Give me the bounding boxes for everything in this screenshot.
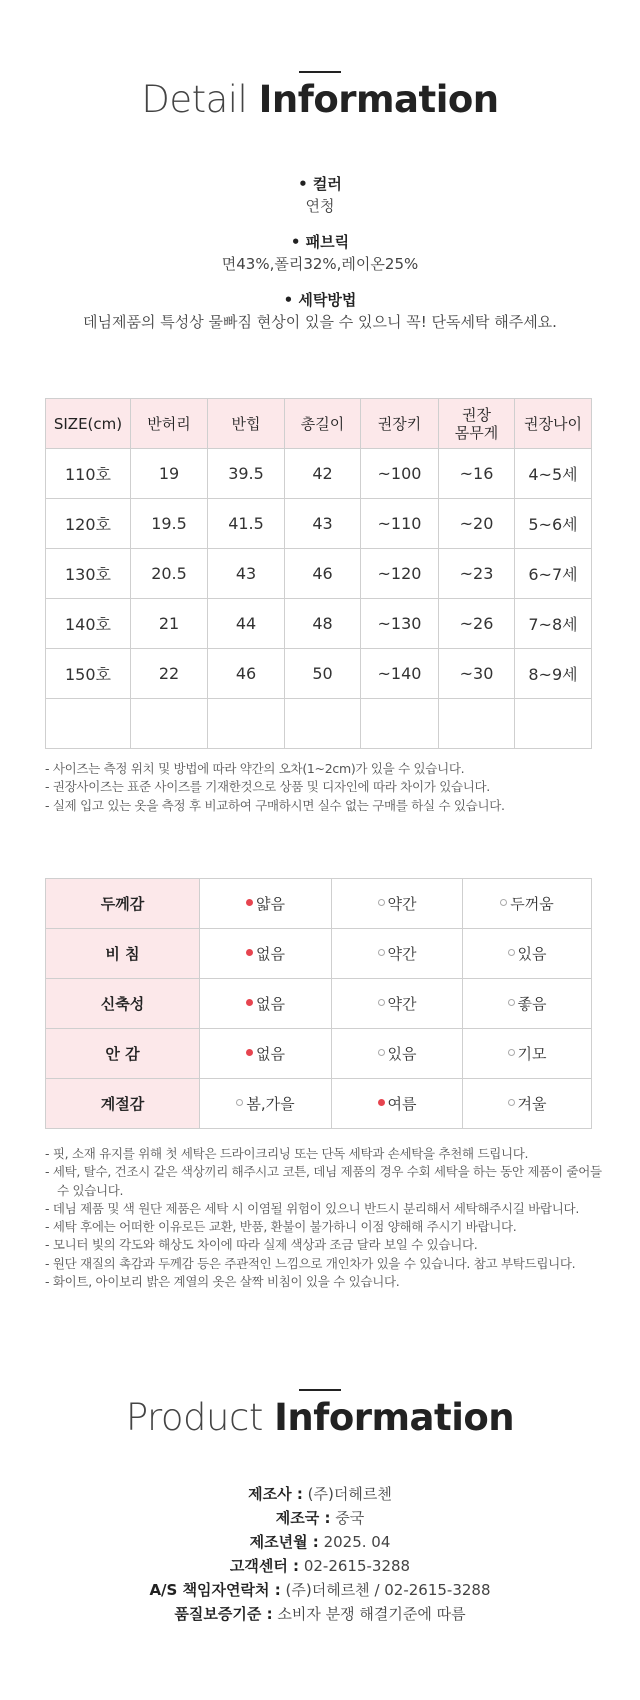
selected-dot-icon — [246, 949, 253, 956]
size-cell: 43 — [285, 499, 361, 549]
feel-row — [46, 1079, 592, 1129]
size-cell: ~130 — [361, 599, 439, 649]
product-value: 중국 — [335, 1509, 365, 1527]
size-cell: ~20 — [439, 499, 515, 549]
feel-option — [200, 979, 332, 1029]
size-cell: 46 — [208, 649, 285, 699]
care-note: - 데님 제품 및 색 원단 제품은 세탁 시 이염될 위험이 있으니 반드시 분리해서 세탁해주시길 바랍니다. — [45, 1200, 579, 1216]
size-cell: 43 — [208, 549, 285, 599]
header-cell: SIZE(cm) — [46, 399, 131, 449]
size-table — [45, 398, 592, 749]
care-note: - 화이트, 아이보리 밝은 계열의 옷은 살짝 비침이 있을 수 있습니다. — [45, 1274, 400, 1290]
unselected-dot-icon — [508, 1049, 515, 1056]
product-customer-center — [0, 1554, 640, 1578]
feel-option-label: 약간 — [387, 945, 417, 963]
header-cell: 총길이 — [285, 399, 361, 449]
size-cell — [131, 699, 208, 749]
size-table-header — [46, 399, 592, 449]
product-value: 02-2615-3288 — [303, 1557, 411, 1575]
feel-row — [46, 979, 592, 1029]
selected-dot-icon — [378, 1099, 385, 1106]
feel-option — [332, 1029, 463, 1079]
fabric-value: 면43%,폴리32%,레이온25% — [221, 255, 419, 273]
product-heading — [0, 1396, 640, 1439]
feel-option — [200, 879, 332, 929]
care-note: - 세탁, 탈수, 건조시 같은 색상끼리 해주시고 코튼, 데님 제품의 경우 수회 세탁을 하는 동안 제품이 줄어들 수 있습니다. — [45, 1164, 602, 1198]
size-cell: 19 — [131, 449, 208, 499]
size-cell: 39.5 — [208, 449, 285, 499]
selected-dot-icon — [246, 1049, 253, 1056]
detail-heading-bar — [299, 71, 341, 73]
size-notes — [45, 760, 605, 815]
unselected-dot-icon — [508, 949, 515, 956]
size-cell — [285, 699, 361, 749]
unselected-dot-icon — [378, 999, 385, 1006]
feel-label: 두께감 — [46, 879, 200, 929]
feel-option-label: 없음 — [256, 945, 285, 963]
product-info — [0, 1482, 640, 1626]
size-note: - 실제 입고 있는 옷을 측정 후 비교하여 구매하시면 실수 없는 구매를 하실 수 있습니다. — [45, 797, 505, 813]
feel-option — [332, 1079, 463, 1129]
feel-option — [463, 879, 592, 929]
size-cell: 150호 — [46, 649, 131, 699]
header-cell: 권장키 — [361, 399, 439, 449]
feel-option-label: 두꺼움 — [510, 895, 554, 913]
feel-option — [332, 979, 463, 1029]
header-cell: 반허리 — [131, 399, 208, 449]
unselected-dot-icon — [378, 1049, 385, 1056]
product-manufacturer — [0, 1482, 640, 1506]
product-heading-bar — [299, 1389, 341, 1391]
product-value: 2025. 04 — [323, 1533, 391, 1551]
size-cell: 20.5 — [131, 549, 208, 599]
feel-option-label: 없음 — [256, 995, 285, 1013]
feel-row — [46, 879, 592, 929]
product-label: 고객센터 : — [229, 1557, 300, 1575]
feel-option — [463, 1029, 592, 1079]
size-cell: ~110 — [361, 499, 439, 549]
size-cell: 6~7세 — [515, 549, 592, 599]
unselected-dot-icon — [236, 1099, 243, 1106]
feel-row — [46, 929, 592, 979]
detail-fabric — [0, 231, 640, 275]
product-label: 제조국 : — [275, 1509, 331, 1527]
size-note: - 사이즈는 측정 위치 및 방법에 따라 약간의 오차(1~2cm)가 있을 수 있습니다. — [45, 761, 465, 776]
size-row — [46, 499, 592, 549]
product-label: 제조년월 : — [249, 1533, 319, 1551]
detail-wash — [0, 289, 640, 333]
feel-option-label: 좋음 — [517, 995, 547, 1013]
feel-option-label: 여름 — [387, 1095, 417, 1113]
size-cell: 110호 — [46, 449, 131, 499]
size-cell: 41.5 — [208, 499, 285, 549]
product-as-contact — [0, 1578, 640, 1602]
size-cell — [208, 699, 285, 749]
feel-label: 비 침 — [46, 929, 200, 979]
size-cell: 22 — [131, 649, 208, 699]
size-cell: 8~9세 — [515, 649, 592, 699]
selected-dot-icon — [246, 999, 253, 1006]
feel-option — [332, 929, 463, 979]
feel-option-label: 기모 — [517, 1045, 547, 1063]
product-date — [0, 1530, 640, 1554]
size-cell: ~120 — [361, 549, 439, 599]
size-cell: ~140 — [361, 649, 439, 699]
size-row — [46, 699, 592, 749]
feel-option-label: 얇음 — [256, 895, 285, 913]
fabric-title: • 패브릭 — [290, 233, 350, 251]
care-note: - 핏, 소재 유지를 위해 첫 세탁은 드라이크리닝 또는 단독 세탁과 손세탁을 추천해 드립니다. — [45, 1146, 529, 1161]
care-notes — [45, 1145, 605, 1291]
size-note: - 권장사이즈는 표준 사이즈를 기재한것으로 상품 및 디자인에 따라 차이가 있습니다. — [45, 779, 490, 795]
feel-option — [463, 929, 592, 979]
feel-option-label: 없음 — [256, 1045, 285, 1063]
size-cell: 7~8세 — [515, 599, 592, 649]
size-cell: ~100 — [361, 449, 439, 499]
size-cell: ~16 — [439, 449, 515, 499]
size-cell: 4~5세 — [515, 449, 592, 499]
size-cell: 42 — [285, 449, 361, 499]
header-cell: 권장나이 — [515, 399, 592, 449]
feel-option-label: 있음 — [387, 1045, 417, 1063]
product-label: 제조사 : — [248, 1485, 303, 1503]
size-cell: 50 — [285, 649, 361, 699]
size-cell — [439, 699, 515, 749]
product-country — [0, 1506, 640, 1530]
unselected-dot-icon — [508, 1099, 515, 1106]
feel-option-label: 겨울 — [517, 1095, 547, 1113]
size-cell — [361, 699, 439, 749]
detail-heading-bold: Information — [258, 78, 499, 121]
size-cell — [515, 699, 592, 749]
feel-option-label: 약간 — [387, 895, 417, 913]
product-label: A/S 책임자연락처 : — [149, 1581, 281, 1599]
selected-dot-icon — [246, 899, 253, 906]
size-cell: 46 — [285, 549, 361, 599]
feel-option — [200, 929, 332, 979]
product-value: (주)더헤르첸 / 02-2615-3288 — [285, 1581, 491, 1599]
size-cell: ~30 — [439, 649, 515, 699]
feel-option-label: 봄,가을 — [246, 1095, 295, 1113]
feel-option — [463, 979, 592, 1029]
header-cell: 권장 몸무게 — [439, 399, 515, 449]
product-value: 소비자 분쟁 해결기준에 따름 — [277, 1605, 466, 1623]
color-value: 연청 — [305, 197, 335, 215]
feel-label: 신축성 — [46, 979, 200, 1029]
size-cell: 120호 — [46, 499, 131, 549]
size-cell: 140호 — [46, 599, 131, 649]
feel-row — [46, 1029, 592, 1079]
unselected-dot-icon — [508, 999, 515, 1006]
unselected-dot-icon — [500, 899, 507, 906]
wash-value: 데님제품의 특성상 물빠짐 현상이 있을 수 있으니 꼭! 단독세탁 해주세요. — [83, 313, 557, 331]
feel-label: 계절감 — [46, 1079, 200, 1129]
size-cell: 44 — [208, 599, 285, 649]
feel-option — [332, 879, 463, 929]
size-cell — [46, 699, 131, 749]
feel-table — [45, 878, 592, 1129]
detail-color — [0, 173, 640, 217]
detail-heading-light: Detail — [141, 78, 248, 121]
product-heading-light: Product — [125, 1396, 263, 1439]
size-row — [46, 549, 592, 599]
feel-option — [200, 1079, 332, 1129]
feel-option — [463, 1079, 592, 1129]
size-row — [46, 599, 592, 649]
unselected-dot-icon — [378, 949, 385, 956]
size-cell: ~26 — [439, 599, 515, 649]
product-quality — [0, 1602, 640, 1626]
feel-label: 안 감 — [46, 1029, 200, 1079]
unselected-dot-icon — [378, 899, 385, 906]
size-cell: 5~6세 — [515, 499, 592, 549]
feel-option — [200, 1029, 332, 1079]
detail-heading — [0, 78, 640, 121]
color-title: • 컬러 — [298, 175, 342, 193]
care-note: - 모니터 빛의 각도와 해상도 차이에 따라 실제 색상과 조금 달라 보일 수 있습니다. — [45, 1237, 478, 1253]
wash-title: • 세탁방법 — [283, 291, 357, 309]
feel-option-label: 약간 — [387, 995, 417, 1013]
header-cell: 반힙 — [208, 399, 285, 449]
product-heading-bold: Information — [274, 1396, 515, 1439]
size-row — [46, 649, 592, 699]
size-row — [46, 449, 592, 499]
product-label: 품질보증기준 : — [174, 1605, 273, 1623]
size-cell: ~23 — [439, 549, 515, 599]
care-note: - 원단 재질의 촉감과 두께감 등은 주관적인 느낌으로 개인차가 있을 수 있습니다. 참고 부탁드립니다. — [45, 1255, 576, 1271]
size-cell: 19.5 — [131, 499, 208, 549]
feel-option-label: 있음 — [517, 945, 547, 963]
size-cell: 130호 — [46, 549, 131, 599]
care-note: - 세탁 후에는 어떠한 이유로든 교환, 반품, 환불이 불가하니 이점 양해해 주시기 바랍니다. — [45, 1219, 517, 1235]
size-cell: 21 — [131, 599, 208, 649]
size-cell: 48 — [285, 599, 361, 649]
product-value: (주)더헤르첸 — [307, 1485, 392, 1503]
